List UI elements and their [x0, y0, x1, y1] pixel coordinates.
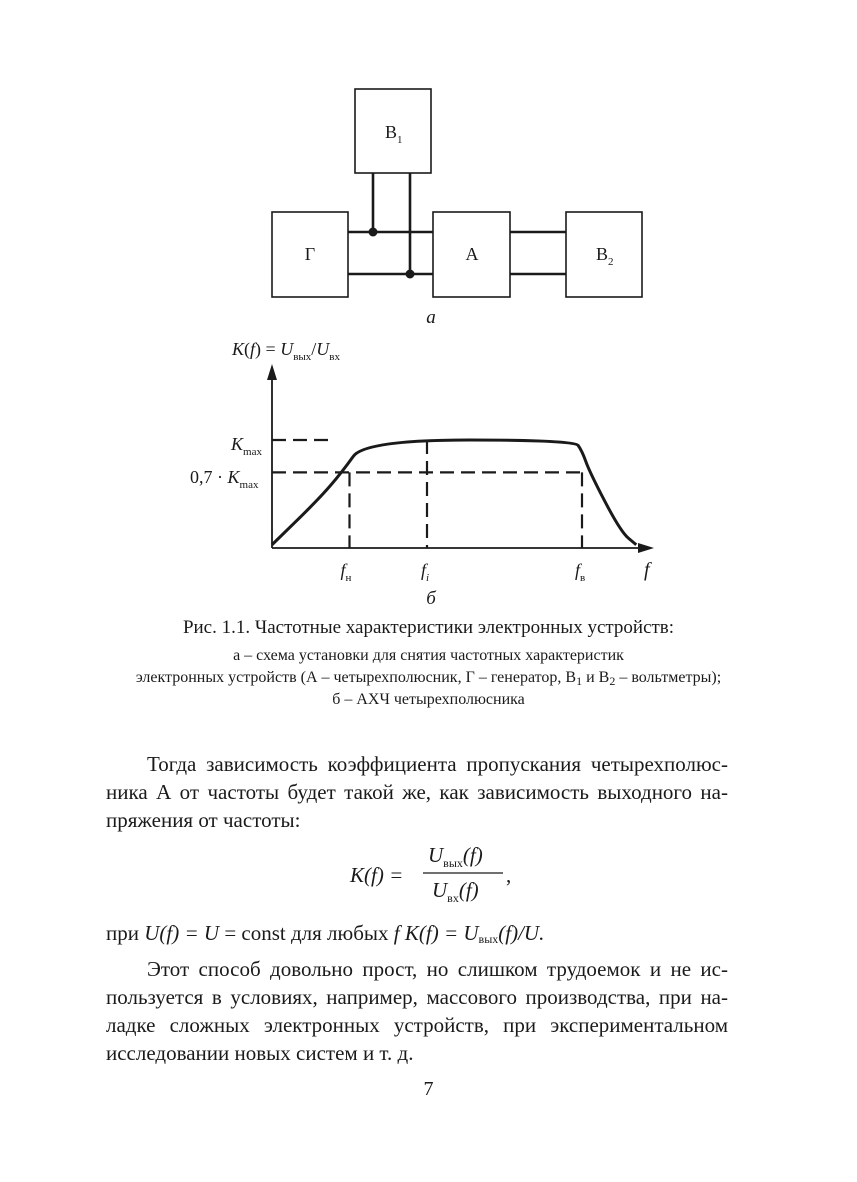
- frequency-response-chart: [190, 339, 654, 609]
- diagram-a-label: а: [426, 307, 436, 328]
- x-tick-fv: $f_в$: [575, 560, 586, 584]
- y-tick-kmax: $K_{max}$: [231, 434, 262, 458]
- paragraph-line: при U(f) = U = const для любых f $K(f) = U_{вых}(f)/U$.: [106, 921, 545, 946]
- formula-lhs: K(f) =: [350, 863, 404, 887]
- x-axis-arrow: [638, 543, 654, 553]
- y-tick-07kmax: $0,7 \cdot K_{max}$: [190, 467, 259, 491]
- response-curve: [272, 440, 636, 545]
- formula-comma: ,: [506, 863, 512, 887]
- caption-line-b: б – АХЧ четырехполюсника: [332, 691, 525, 708]
- block-a-label: А: [465, 244, 479, 264]
- x-tick-fn: $f_н$: [340, 560, 352, 584]
- block-b1-label: $В_1$: [385, 122, 403, 146]
- formula-numerator: $U_{вых}(f)$: [428, 843, 483, 870]
- paragraph-1: [106, 750, 728, 834]
- paragraph-line: пряжения от частоты:: [106, 808, 301, 832]
- junction-dot-bottom: [406, 270, 415, 279]
- guide-lines: [272, 440, 582, 548]
- caption-line-a: а – схема установки для снятия частотных характеристик: [233, 647, 624, 664]
- paragraph-line: пользуется в условиях, например, массового производства, при на-: [106, 985, 728, 1009]
- block-g-label: Г: [304, 244, 316, 264]
- chart-b-label: б: [426, 588, 436, 609]
- paragraph-line: Этот способ довольно прост, но слишком трудоемок и не ис-: [147, 957, 728, 981]
- wires: [348, 173, 566, 274]
- caption-line-devices: электронных устройств (А – четырехполюсник, Г – генератор, $В_1$ и $В_2$ – вольтметры);: [135, 669, 722, 688]
- paragraph-line: исследовании новых систем и т. д.: [106, 1041, 414, 1065]
- y-axis-title: $K(f) = U_{вых}/U_{вх}$: [232, 339, 340, 363]
- paragraph-2: [106, 955, 728, 1067]
- block-diagram: [272, 89, 642, 297]
- formula-denominator: $U_{вх}(f)$: [432, 878, 479, 905]
- x-tick-fi: $f_i$: [421, 560, 430, 584]
- x-axis-title: f: [644, 559, 650, 581]
- block-b2-label: $В_2$: [596, 244, 614, 268]
- page-number: 7: [423, 1078, 434, 1100]
- y-axis-arrow: [267, 364, 277, 380]
- figure-caption-title: Рис. 1.1. Частотные характеристики электронных устройств:: [182, 617, 675, 638]
- paragraph-line: ладке сложных электронных устройств, при экспериментальном: [106, 1013, 728, 1037]
- paragraph-line: Тогда зависимость коэффициента пропускания четырехполюс-: [147, 752, 728, 776]
- paragraph-line: ника А от частоты будет такой же, как зависимость выходного на-: [106, 780, 728, 804]
- junction-dot-top: [369, 228, 378, 237]
- condition-line: [106, 919, 728, 953]
